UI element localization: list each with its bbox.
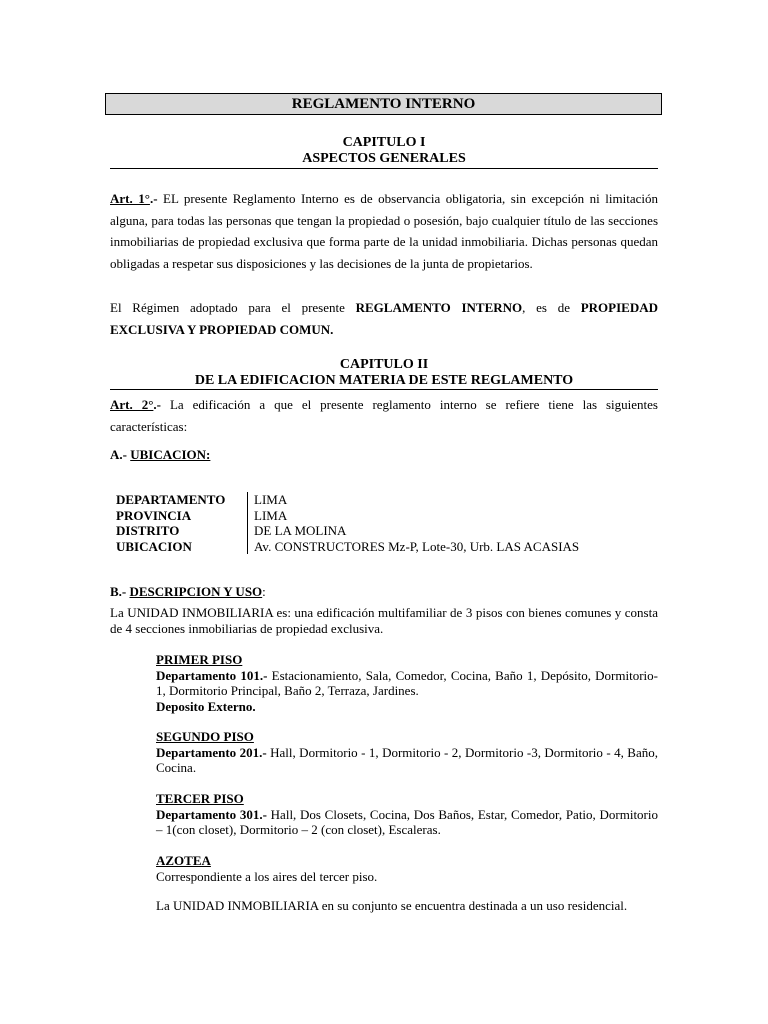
chapter-1-heading (110, 135, 658, 167)
chapter-1-rule (110, 168, 658, 169)
location-key: DEPARTAMENTO (116, 492, 248, 508)
location-key: DISTRITO (116, 523, 248, 539)
section-b-heading (110, 584, 266, 600)
section-b-intro: La UNIDAD INMOBILIARIA es: una edificación multifamiliar de 3 pisos con bienes comunes y consta de 4 secciones inmobiliarias de propiedad exclusiva. (110, 605, 658, 636)
floor-first-description (156, 668, 658, 699)
floor-second-dept: Departamento 201.- (156, 744, 267, 760)
article-1-paragraph (110, 188, 658, 275)
article-2-label: Art. 2° (110, 397, 154, 412)
roof-heading: AZOTEA (156, 853, 211, 868)
location-value: DE LA MOLINA (254, 523, 347, 538)
floor-first-dept: Departamento 101.- (156, 667, 268, 683)
article-2-text: La edificación a que el presente reglamento interno se refiere tiene las siguientes características: (110, 397, 658, 434)
section-b-label: DESCRIPCION Y USO (129, 584, 263, 599)
floor-third-block (156, 791, 658, 838)
floor-second-desc: Hall, Dormitorio - 1, Dormitorio - 2, Dormitorio -3, Dormitorio - 4, Baño, Cocina. (156, 744, 658, 776)
floor-third-description (156, 807, 658, 838)
section-a-label: UBICACION: (130, 447, 211, 462)
location-row (116, 508, 579, 524)
chapter-2-number: CAPITULO II (339, 357, 429, 372)
floor-third-dept: Departamento 301.- (156, 806, 267, 822)
floor-first-heading: PRIMER PISO (156, 652, 243, 667)
location-value: Av. CONSTRUCTORES Mz-P, Lote-30, Urb. LAS ACASIAS (254, 538, 580, 554)
location-row (116, 523, 579, 539)
regime-paragraph (110, 297, 658, 341)
location-key: UBICACION (116, 539, 248, 555)
location-value: LIMA (254, 492, 288, 507)
floor-first-extra: Deposito Externo. (156, 698, 256, 714)
section-a-heading (110, 447, 210, 463)
location-value: LIMA (254, 507, 288, 523)
section-b-colon: : (262, 584, 266, 599)
location-table (116, 492, 579, 554)
section-a-prefix: A.- (110, 447, 131, 462)
floor-second-description (156, 745, 658, 776)
regime-text-b: REGLAMENTO INTERNO (355, 300, 523, 315)
article-2-paragraph (110, 394, 658, 437)
article-1-sep: .- (149, 191, 164, 206)
chapter-2-heading (110, 357, 658, 389)
article-1-text: EL presente Reglamento Interno es de observancia obligatoria, sin excepción ni limitación alguna, para todas las personas que tengan la propiedad o posesión, bajo cualquier título de las secciones inmobiliarias de propiedad exclusiva que forma parte de la unidad inmobiliaria. Dichas personas quedan obligadas a respetar sus disposiciones y las decisiones de la junta de propietarios. (110, 191, 658, 272)
section-b-prefix: B.- (110, 584, 130, 599)
chapter-2-title: DE LA EDIFICACION MATERIA DE ESTE REGLAMENTO (194, 373, 574, 388)
chapter-1-title: ASPECTOS GENERALES (302, 151, 466, 166)
floor-first-block (156, 652, 658, 714)
article-2-sep: .- (153, 397, 170, 412)
regime-text-a: El Régimen adoptado para el presente (110, 300, 356, 315)
chapter-1-number: CAPITULO I (342, 135, 426, 150)
floor-first-desc: Estacionamiento, Sala, Comedor, Cocina, Baño 1, Depósito, Dormitorio-1, Dormitorio Principal, Baño 2, Terraza, Jardines. (156, 667, 658, 699)
roof-description: Correspondiente a los aires del tercer piso. (156, 868, 378, 884)
location-key: PROVINCIA (116, 508, 248, 524)
floor-second-block (156, 729, 658, 776)
floor-third-desc: Hall, Dos Closets, Cocina, Dos Baños, Estar, Comedor, Patio, Dormitorio – 1(con closet), Dormitorio – 2 (con closet), Escaleras. (156, 806, 658, 838)
floor-third-heading: TERCER PISO (156, 791, 244, 806)
regime-text-d: PROPIEDAD EXCLUSIVA Y PROPIEDAD COMUN. (110, 300, 658, 337)
article-1-label: Art. 1° (110, 191, 150, 206)
closing-paragraph: La UNIDAD INMOBILIARIA en su conjunto se encuentra destinada a un uso residencial. (156, 898, 628, 913)
floor-second-heading: SEGUNDO PISO (156, 729, 254, 744)
regime-text-c: , es de (522, 300, 581, 315)
location-row (116, 539, 579, 555)
location-row (116, 492, 579, 508)
document-title: REGLAMENTO INTERNO (105, 93, 662, 115)
roof-block (156, 853, 658, 884)
chapter-2-rule (110, 389, 658, 390)
